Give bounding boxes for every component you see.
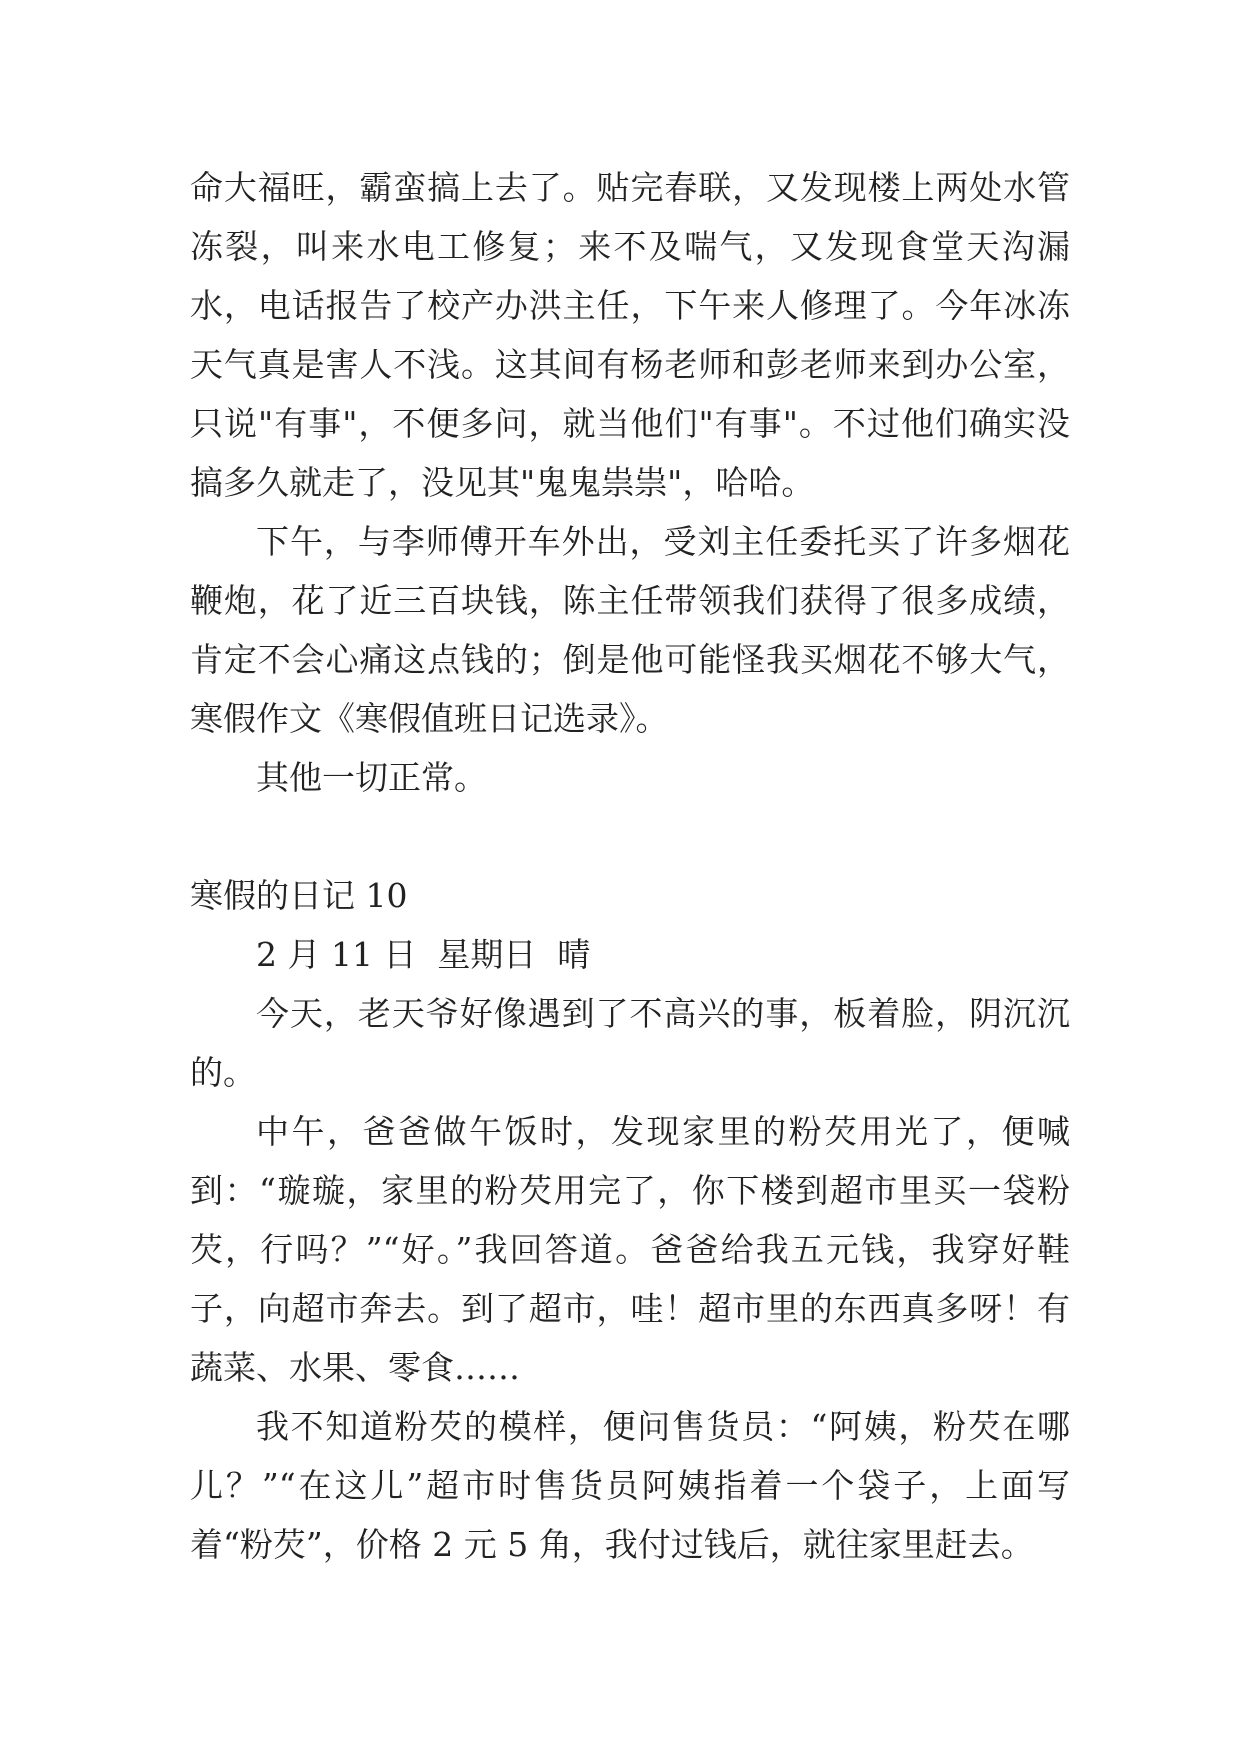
paragraph-1: 命大福旺，霸蛮搞上去了。贴完春联，又发现楼上两处水管冻裂，叫来水电工修复；来不及喘气，又发现食堂天沟漏水，电话报告了校产办洪主任，下午来人修理了。今年冰冻天气真是害人不浅。这其间有杨老师和彭老师来到办公室，只说"有事"，不便多问，就当他们"有事"。不过他们确实没搞多久就走了，没见其"鬼鬼祟祟"，哈哈。 (190, 168, 1070, 502)
section-title: 寒假的日记 10 (190, 876, 408, 915)
paragraph-2: 下午，与李师傅开车外出，受刘主任委托买了许多烟花鞭炮，花了近三百块钱，陈主任带领我们获得了很多成绩，肯定不会心痛这点钱的；倒是他可能怪我买烟花不够大气，寒假作文《寒假值班日记选录》。 (190, 522, 1070, 738)
paragraph-6: 我不知道粉芡的模样，便问售货员：“阿姨，粉芡在哪儿？”“在这儿”超市时售货员阿姨指着一个袋子，上面写着“粉芡”，价格 2 元 5 角，我付过钱后，就往家里赶去。 (190, 1407, 1070, 1564)
date-line: 2 月 11 日 星期日 晴 (256, 935, 591, 974)
paragraph-3: 其他一切正常。 (256, 758, 487, 797)
paragraph-5: 中午，爸爸做午饭时，发现家里的粉芡用光了，便喊到：“璇璇，家里的粉芡用完了，你下楼到超市里买一袋粉芡，行吗？”“好。”我回答道。爸爸给我五元钱，我穿好鞋子，向超市奔去。到了超市，哇！超市里的东西真多呀！有蔬菜、水果、零食…… (190, 1112, 1070, 1387)
paragraph-4: 今天，老天爷好像遇到了不高兴的事，板着脸，阴沉沉的。 (190, 994, 1070, 1092)
document-body (190, 158, 1070, 1574)
